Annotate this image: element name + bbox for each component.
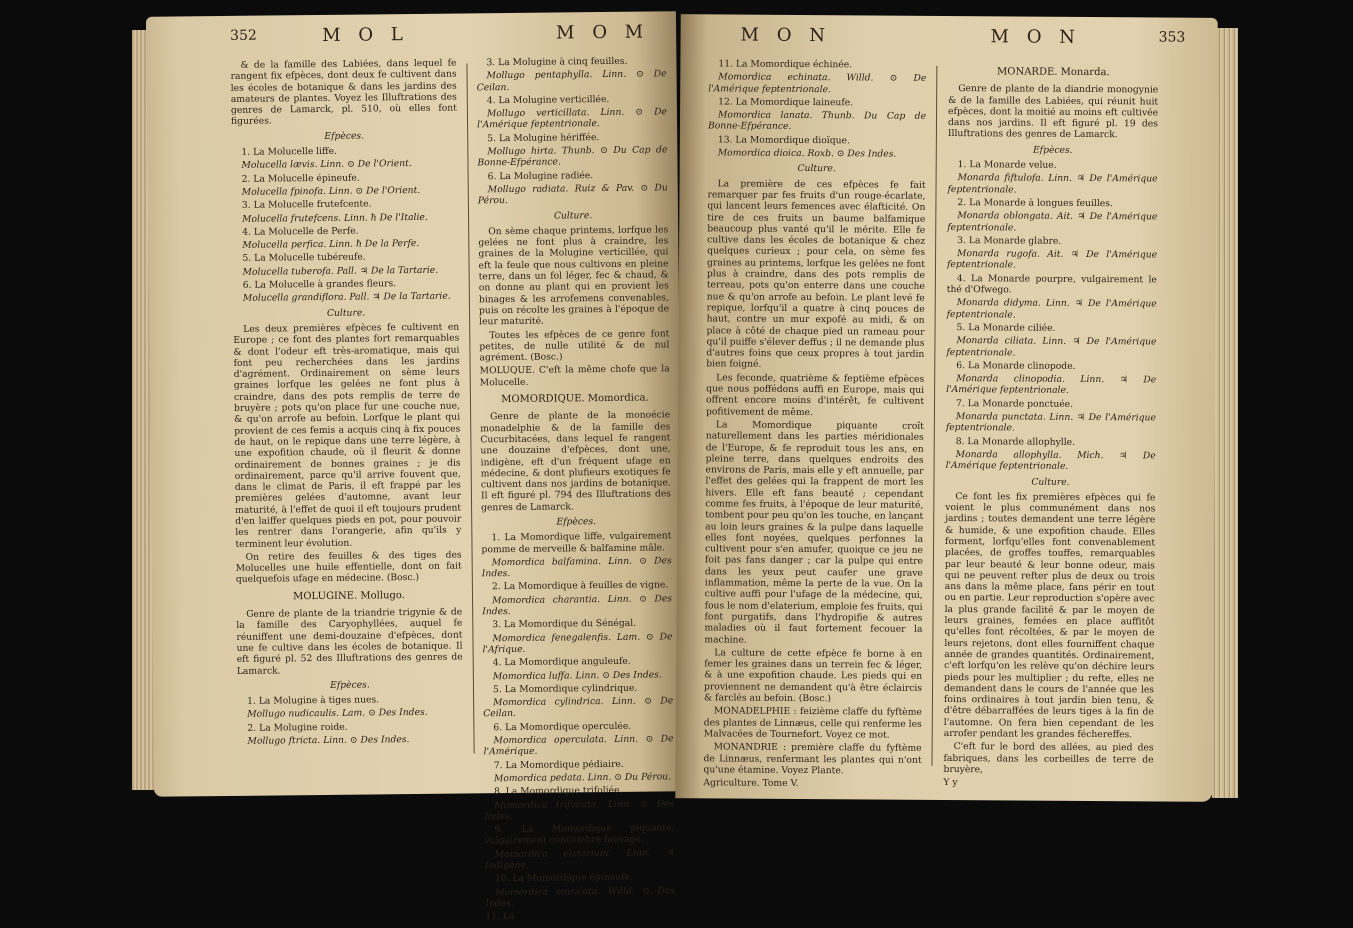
col2-paragraph: Momordica operculata. Linn. ⊙ De l'Amérique. xyxy=(483,733,674,758)
col2-paragraph: Momordica elaterium. Linn. ♃ Indigène. xyxy=(484,847,675,872)
col2-paragraph: Genre de plante de la monoécie monadelphie & de la famille des Cucurbitacées, dans lequel fe rangent une douzaine d'efpèces, dont une, indigène, eft d'un fréquent ufage en médecine, & dont plufieurs exotiques fe cultivent dans nos jardins de botanique. Il eft figuré pl. 794 des Illuftrations des genres de Lamarck. xyxy=(480,409,672,514)
col4-paragraph: Monarda ciliata. Linn. ♃ De l'Amérique feptentrionale. xyxy=(946,335,1157,359)
col4-paragraph: Monarda didyma. Linn. ♃ De l'Amérique feptentrionale. xyxy=(946,297,1157,321)
col4-paragraph: Monarda fiftulofa. Linn. ♃ De l'Amérique feptentrionale. xyxy=(947,172,1158,196)
col1-paragraph: Les deux premières efpèces fe cultivent en Europe ; ce font des plantes fort remarquables & dont l'odeur eft très-aromatique, mais qui font peu recherchées dans les jardins d'agrément. Ordinairement on sème leurs graines lorfque les gelées ne font plus à craindre, dans des pots remplis de terre de bruyère ; pots qu'on place fur une couche nue, & qu'on arrofe au befoin. Lorfque le plant qui provient de ces femis a acquis cinq à fix pouces de haut, on le repique dans une terre légère, à une expofition chaude, où il fleurit & donne ordinairement de bonnes graines ; je dis ordinairement, parce qu'il arrive fouvent que, dans le climat de Paris, il eft frappé par les premières gelées d'automne, avant leur maturité, à l'effet de quoi il eft toujours prudent d'en laiffer quelques pieds en pot, pour pouvoir les rentrer dans l'orangerie, afin qu'ils y terminent leur évolution. xyxy=(233,321,462,550)
col2-paragraph: 11. La xyxy=(485,911,515,923)
col1-paragraph: Mollugo nudicaulis. Lam. ⊙ Des Indes. xyxy=(247,707,428,721)
col2-paragraph: 4. La Molugine verticillée. xyxy=(486,93,610,107)
col3-paragraph: MONADELPHIE : feizième claffe du fyftème des plantes de Linnæus, celle qui renferme les Malvacées de Tournefort. Voyez ce mot. xyxy=(703,705,922,741)
col1-paragraph: 2. La Molucelle épineufe. xyxy=(241,172,360,185)
left-page-number: 352 xyxy=(230,27,257,44)
col3-paragraph: Momordica echinata. Willd. ⊙ De l'Amérique feptentrionale. xyxy=(708,71,927,95)
open-book xyxy=(150,10,1215,923)
col1-paragraph: Efpèces. xyxy=(330,679,370,691)
col2-paragraph: MOLUQUE. C'eft la même chofe que la Molucelle. xyxy=(479,363,670,389)
col2-paragraph: Mollugo verticillata. Linn. ⊙ De l'Amérique feptentrionale. xyxy=(477,106,668,131)
col4-paragraph: MONARDE. Monarda. xyxy=(996,66,1110,79)
col2-paragraph: Mollugo pentaphylla. Linn. ⊙ De Ceilan. xyxy=(476,68,667,93)
col4-paragraph: 5. La Monarde ciliée. xyxy=(956,322,1056,334)
col2-paragraph: Momordica pedata. Linn. ⊙ Du Pérou. xyxy=(493,771,672,785)
col1-paragraph: Molucella tuberofa. Pall. ♃ De la Tartarie. xyxy=(242,264,439,278)
col4-paragraph: Ce font les fix premières efpèces qui fe voient le plus communément dans nos jardins ; toutes demandent une terre légère & humide, & une expofition chaude. Elles forment, lorfqu'elles font convenablement placées, de groffes touffes, remarquables par leur beauté & leur bonne odeur, mais qui ne peuvent refter plus de deux ou trois ans dans la même place, fans périr en tout ou en partie. Leur reproduction s'opère avec la plus grande facilité & par le moyen de leurs graines, femées en place auffitôt qu'elles font récoltées, & par le moyen de leurs rejetons, dont elles fourniffent chaque année de grandes quantités. Ordinairement, c'eft lorfqu'on les relève qu'on déchire leurs pieds pour les multiplier ; du refte, elles ne demandent dans le cours de l'année que les foins ordinaires à tout jardin bien tenu, & d'être débarraffées de leurs tiges à la fin de l'automne. On fera bien cependant de les arrofer pendant les grandes féchereffes. xyxy=(943,490,1156,741)
col4-paragraph: 7. La Monarde ponctuée. xyxy=(955,397,1074,410)
col4-paragraph: Monarda punctata. Linn. ♃ De l'Amérique feptentrionale. xyxy=(945,411,1156,434)
col3-paragraph: 11. La Momordique échinée. xyxy=(718,58,853,71)
col4-paragraph: C'eft fur le bord des allées, au pied des fabriques, dans les corbeilles de terre de bruyère, xyxy=(943,741,1154,776)
col3-paragraph: La première de ces efpèces fe fait remarquer par fes fruits d'un rouge-écarlate, qui lancent leurs femences avec élafticité. On tire de ces fruits un baume balfamique beaucoup plus vanté qu'il le mérite. Elle fe cultive dans les écoles de botanique & chez quelques curieux ; pour cela, on sème fes graines au printems, lorfque les gelées ne font plus à craindre, dans des pots remplis de terreau, pots qu'on enterre dans une couche nue & qu'on arrofe au befoin. Le plant levé fe repique, lorfqu'il a quatre à cinq pouces de haut, contre un mur expofé au midi, & on place à côté de chaque pied un rameau pour qu'il puiffe s'élever deffus ; il ne demande plus d'autres foins que ceux propres à tout jardin bien foigné. xyxy=(706,178,926,371)
col2-paragraph: Momordica balfamina. Linn. ⊙ Des Indes. xyxy=(481,555,672,580)
col1-paragraph: Molucella lævis. Linn. ⊙ De l'Orient. xyxy=(241,158,412,172)
col4-paragraph: 2. La Monarde à longues feuilles. xyxy=(957,197,1113,210)
col1-paragraph: & de la famille des Labiées, dans lequel fe rangent fix efpèces, dont deux fe cultivent dans les écoles de botanique & dans les jardins des amateurs de plantes. Voyez les Illuftrations des genres de Lamarck, pl. 510, où elles font figurées. xyxy=(230,57,457,128)
col2-paragraph: 10. La Momordique épineufe. xyxy=(494,872,633,885)
col1-paragraph: 6. La Molucelle à grandes fleurs. xyxy=(242,278,397,291)
col1-paragraph: 3. La Molucelle frutefcente. xyxy=(241,198,372,212)
left-page xyxy=(146,11,684,923)
col1-paragraph: Genre de plante de la triandrie trigynie & de la famille des Caryophyllées, auquel fe réuniffent une demi-douzaine d'efpèces, dont une fe cultive dans les écoles de botanique. Il eft figuré pl. 52 des Illuftrations des genres de Lamarck. xyxy=(236,606,463,677)
col4-paragraph: Monarda oblongata. Ait. ♃ De l'Amérique feptentrionale. xyxy=(947,210,1158,234)
col4-paragraph: Monarda allophylla. Mich. ♃ De l'Amérique feptentrionale. xyxy=(945,448,1156,473)
right-column-1 xyxy=(703,58,926,792)
col2-paragraph: Momordica fenegalenfis. Lam. ⊙ De l'Afrique. xyxy=(482,630,673,656)
col3-paragraph: 12. La Momordique laineufe. xyxy=(718,96,854,109)
col1-paragraph: Molucella grandiflora. Pall. ♃ De la Tartarie. xyxy=(242,290,451,305)
col1-paragraph: Mollugo ftricta. Linn. ⊙ Des Indes. xyxy=(247,734,410,747)
col4-paragraph: 6. La Monarde clinopode. xyxy=(956,359,1076,372)
col1-paragraph: Efpèces. xyxy=(324,130,365,142)
right-page-number: 353 xyxy=(1158,29,1186,46)
col2-paragraph: Momordica luffa. Linn. ⊙ Des Indes. xyxy=(492,668,662,682)
column-rule-left xyxy=(466,63,474,753)
col3-paragraph: Momordica lanata. Thunb. Du Cap de Bonne-Efpérance. xyxy=(707,109,927,133)
col1-paragraph: 5. La Molucelle tubéreufe. xyxy=(242,251,366,265)
col2-paragraph: 6. La Momordique operculée. xyxy=(493,720,632,733)
col3-paragraph: La culture de cette efpèce fe borne à en femer les graines dans un terrein fec & léger, & à une expofition chaude. Les pieds qui en proviennent ne demandent qu'à être éclaircis & farclés au befoin. (Bosc.) xyxy=(703,647,923,705)
col4-paragraph: 4. La Monarde pourpre, vulgairement le thé d'Ofwego. xyxy=(946,272,1157,296)
right-column-2 xyxy=(943,60,1158,792)
col3-paragraph: Agriculture. Tome V. xyxy=(703,777,799,790)
col2-paragraph: 8. La Momordique trifoliée. xyxy=(494,785,623,798)
col1-paragraph: Molucella perfica. Linn. ħ De la Perfe. xyxy=(242,238,420,251)
col3-paragraph: 13. La Momordique dioïque. xyxy=(717,134,850,147)
col1-paragraph: 2. La Molugine roide. xyxy=(247,721,348,734)
left-column-2 xyxy=(476,55,675,924)
col2-paragraph: 5. La Momordique cylindrique. xyxy=(492,682,638,696)
col2-paragraph: 3. La Momordique du Sénégal. xyxy=(492,618,637,631)
col4-paragraph: 1. La Monarde velue. xyxy=(957,159,1057,171)
col2-paragraph: 1. La Momordique liffe, vulgairement pomme de merveille & balfamine mâle. xyxy=(481,530,672,555)
col2-paragraph: MOMORDIQUE. Momordica. xyxy=(501,392,649,406)
col2-paragraph: 5. La Molugine hériffée. xyxy=(487,131,600,145)
col1-paragraph: 1. La Molugine à tiges nues. xyxy=(247,694,380,707)
col1-paragraph: On retire des feuilles & des tiges des Molucelles une huile effentielle, dont on fait quelquefois ufage en médecine. (Bosc.) xyxy=(235,549,462,586)
col2-paragraph: 9. La Momordique piquante, vulgairement concombre fauvage. xyxy=(484,822,675,847)
col4-paragraph: Monarda clinopodia. Linn. ♃ De l'Amérique feptentrionale. xyxy=(946,373,1157,397)
col4-paragraph: Culture. xyxy=(1031,476,1070,488)
col2-paragraph: Culture. xyxy=(553,209,593,222)
col1-paragraph: Molucella fpinofa. Linn. ⊙ De l'Orient. xyxy=(241,184,421,198)
col3-paragraph: MONANDRIE : première claffe du fyftème de Linnæus, renfermant les plantes qui n'ont qu'une étamine. Voyez Plante. xyxy=(703,741,922,777)
left-col1-header: M O L xyxy=(322,24,409,46)
col1-paragraph: Molucella frutefcens. Linn. ħ De l'Italie. xyxy=(241,211,428,225)
col4-paragraph: 8. La Monarde allophylle. xyxy=(955,435,1076,448)
left-col2-header: M O M xyxy=(556,21,650,44)
col2-paragraph: On sème chaque printems, lorfque les gelées ne font plus à craindre, les graines de la Molugine verticillée, qui eft la feule que nous cultivons en pleine terre, dans un fol léger, fec & chaud, & on donne au plant qui en provient les binages & les arrofemens convenables, puis on récolte les graines à l'époque de leur maturité. xyxy=(478,224,670,328)
col4-paragraph: 3. La Monarde glabre. xyxy=(957,234,1062,247)
col2-paragraph: 2. La Momordique à feuilles de vigne. xyxy=(491,579,669,593)
col3-paragraph: Les feconde, quatrième & feptième efpèces que nous poffédons auffi en Europe, mais qui offrent encore moins d'intérêt, fe cultivent pofitivement de même. xyxy=(705,372,925,418)
col3-paragraph: La Momordique piquante croît naturellement dans les parties méridionales de l'Europe, & fe reproduit tous les ans, en pleine terre, dans quelques endroits des environs de Paris, mais elle y eft annuelle, par l'effet des gelées qui la frappent de mort les hivers. Elle eft fans beauté ; cependant comme fes fruits, à l'époque de leur maturité, tombent pour peu qu'on les touche, en lançant au loin leurs graines & la pulpe dans laquelle elles font noyées, quelques perfonnes la cultivent pour s'en amufer, quoique ce jeu ne foit pas fans danger ; car la pulpe qui entre dans les yeux peut caufer une grave inflammation, même la perte de la vue. On la cultive auffi pour l'ufage de la médecine, qui, fous le nom d'elaterium, emploie fes fruits, qui font purgatifs, dans l'hydropifie & autres maladies où il faut fortement fecouer la machine. xyxy=(704,419,924,646)
col2-paragraph: Momordica cylindrica. Linn. ⊙ De Ceilan. xyxy=(483,695,674,720)
col2-paragraph: 3. La Molugine à cinq feuilles. xyxy=(486,55,628,69)
col2-paragraph: Mollugo radiata. Ruiz & Pav. ⊙ Du Pérou. xyxy=(477,182,668,207)
col1-paragraph: MOLUGINE. Mollugo. xyxy=(293,589,405,603)
col1-paragraph: 4. La Molucelle de Perfe. xyxy=(242,225,359,238)
left-column-1 xyxy=(230,58,463,750)
col2-paragraph: Mollugo hirta. Thunb. ⊙ Du Cap de Bonne-Efpérance. xyxy=(477,144,668,169)
column-rule-right xyxy=(932,66,938,766)
right-col2-header: M O N xyxy=(990,26,1082,48)
col1-paragraph: Culture. xyxy=(326,307,366,319)
right-page xyxy=(675,14,1217,802)
col4-paragraph: Genre de plante de la diandrie monogynie & de la famille des Labiées, qui réunit huit efpèces, dont la moitié au moins eft cultivée dans nos jardins. Il eft figuré pl. 19 des Illuftrations des genres de Lamarck. xyxy=(947,83,1159,141)
col4-paragraph: Efpèces. xyxy=(1032,144,1073,156)
col2-paragraph: Momordica trifoliata. Linn. ⊙ Des Indes. xyxy=(484,797,675,823)
col4-paragraph: Monarda rugofa. Ait. ♃ De l'Amérique feptentrionale. xyxy=(946,248,1158,271)
col2-paragraph: Momordica charantia. Linn. ⊙ Des Indes. xyxy=(482,593,673,618)
right-col1-header: M O N xyxy=(740,24,832,47)
col1-paragraph: 1. La Molucelle liffe. xyxy=(241,145,337,158)
col4-paragraph: Y y xyxy=(943,777,958,789)
col2-paragraph: 4. La Momordique anguleufe. xyxy=(492,656,631,669)
col2-paragraph: 6. La Molugine radiée. xyxy=(487,169,594,182)
col3-paragraph: Momordica dioica. Roxb. ⊙ Des Indes. xyxy=(717,147,897,160)
col2-paragraph: Toutes les efpèces de ce genre font petites, de nulle utilité & de nul agrément. (Bosc.) xyxy=(479,327,670,364)
col2-paragraph: Efpèces. xyxy=(556,516,597,528)
col2-paragraph: Momordica muricata. Willd. ⊙ Des Indes. xyxy=(485,884,676,910)
col3-paragraph: Culture. xyxy=(797,163,836,175)
col2-paragraph: 7. La Momordique pédiaire. xyxy=(493,758,624,771)
